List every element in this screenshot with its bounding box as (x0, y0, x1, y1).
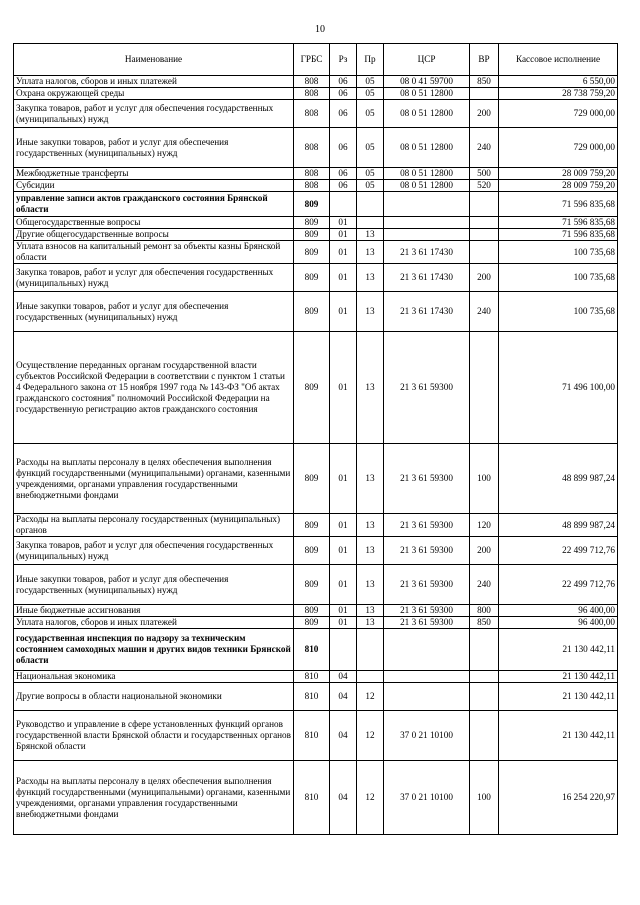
table-cell-grbs: 809 (294, 192, 330, 217)
table-row (14, 605, 618, 617)
table-cell-vr: 100 (470, 444, 499, 514)
table-cell-pr (357, 217, 384, 229)
table-cell-csr: 21 3 61 17430 (384, 292, 470, 332)
table-cell-rz: 01 (330, 444, 357, 514)
table-cell-amount: 96 400,00 (499, 605, 618, 617)
table-cell-pr: 12 (357, 711, 384, 761)
table-cell-pr: 05 (357, 128, 384, 168)
table-header-row (14, 44, 618, 76)
table-cell-name: Уплата взносов на капитальный ремонт за объекты казны Брянской области (14, 241, 294, 264)
table-cell-grbs: 809 (294, 229, 330, 241)
table-cell-rz (330, 192, 357, 217)
table-cell-rz: 01 (330, 264, 357, 292)
table-cell-csr: 21 3 61 17430 (384, 264, 470, 292)
table-cell-grbs: 808 (294, 180, 330, 192)
table-cell-pr (357, 671, 384, 683)
table-row (14, 180, 618, 192)
table-cell-name: Иные закупки товаров, работ и услуг для обеспечения государственных (муниципальных) нужд (14, 565, 294, 605)
table-cell-rz: 01 (330, 332, 357, 444)
table-cell-rz: 01 (330, 292, 357, 332)
table-cell-grbs: 809 (294, 217, 330, 229)
header-vr: ВР (470, 44, 499, 76)
table-row (14, 100, 618, 128)
table-cell-pr: 05 (357, 168, 384, 180)
table-cell-pr (357, 192, 384, 217)
table-cell-csr: 21 3 61 59300 (384, 514, 470, 537)
table-cell-rz: 06 (330, 128, 357, 168)
table-cell-vr (470, 241, 499, 264)
table-cell-amount: 71 496 100,00 (499, 332, 618, 444)
table-cell-name: Иные бюджетные ассигнования (14, 605, 294, 617)
table-cell-amount: 71 596 835,68 (499, 229, 618, 241)
table-row (14, 264, 618, 292)
table-cell-vr: 850 (470, 617, 499, 629)
table-cell-rz: 04 (330, 671, 357, 683)
table-cell-grbs: 809 (294, 565, 330, 605)
table-cell-name: Национальная экономика (14, 671, 294, 683)
table-cell-grbs: 809 (294, 292, 330, 332)
table-row (14, 629, 618, 671)
header-grbs: ГРБС (294, 44, 330, 76)
table-row (14, 192, 618, 217)
table-cell-csr: 08 0 51 12800 (384, 100, 470, 128)
table-cell-amount: 21 130 442,11 (499, 629, 618, 671)
table-cell-name: Другие общегосударственные вопросы (14, 229, 294, 241)
table-cell-pr: 13 (357, 565, 384, 605)
table-cell-name: Расходы на выплаты персоналу государственных (муниципальных) органов (14, 514, 294, 537)
table-cell-grbs: 808 (294, 128, 330, 168)
table-cell-grbs: 809 (294, 241, 330, 264)
table-cell-amount: 22 499 712,76 (499, 565, 618, 605)
table-cell-vr: 850 (470, 76, 499, 88)
table-cell-csr: 21 3 61 59300 (384, 537, 470, 565)
table-cell-csr (384, 192, 470, 217)
table-cell-vr: 240 (470, 565, 499, 605)
table-cell-pr: 12 (357, 683, 384, 711)
table-cell-vr: 500 (470, 168, 499, 180)
table-cell-csr: 08 0 51 12800 (384, 88, 470, 100)
table-cell-grbs: 809 (294, 537, 330, 565)
table-row (14, 332, 618, 444)
table-cell-amount: 22 499 712,76 (499, 537, 618, 565)
table-cell-grbs: 809 (294, 444, 330, 514)
table-row (14, 514, 618, 537)
table-row (14, 128, 618, 168)
table-cell-amount: 100 735,68 (499, 264, 618, 292)
header-pr: Пр (357, 44, 384, 76)
table-cell-pr: 13 (357, 332, 384, 444)
table-cell-amount: 28 009 759,20 (499, 168, 618, 180)
table-cell-csr: 08 0 51 12800 (384, 168, 470, 180)
table-cell-csr: 37 0 21 10100 (384, 711, 470, 761)
table-row (14, 565, 618, 605)
table-cell-vr (470, 629, 499, 671)
table-row (14, 671, 618, 683)
table-cell-csr (384, 671, 470, 683)
table-cell-grbs: 809 (294, 617, 330, 629)
budget-table (13, 43, 618, 835)
header-amount: Кассовое исполнение (499, 44, 618, 76)
table-cell-pr: 13 (357, 605, 384, 617)
table-cell-pr: 13 (357, 444, 384, 514)
table-cell-rz: 06 (330, 76, 357, 88)
table-cell-name: Другие вопросы в области национальной экономики (14, 683, 294, 711)
table-cell-amount: 16 254 220,97 (499, 761, 618, 835)
table-cell-name: Иные закупки товаров, работ и услуг для обеспечения государственных (муниципальных) нужд (14, 128, 294, 168)
table-row (14, 292, 618, 332)
table-cell-rz: 06 (330, 88, 357, 100)
table-cell-pr: 13 (357, 264, 384, 292)
table-cell-amount: 21 130 442,11 (499, 671, 618, 683)
table-cell-amount: 28 009 759,20 (499, 180, 618, 192)
table-cell-amount: 100 735,68 (499, 241, 618, 264)
table-row (14, 617, 618, 629)
table-row (14, 444, 618, 514)
table-cell-grbs: 810 (294, 629, 330, 671)
table-cell-name: Закупка товаров, работ и услуг для обеспечения государственных (муниципальных) нужд (14, 264, 294, 292)
table-cell-grbs: 809 (294, 605, 330, 617)
table-cell-amount: 6 550,00 (499, 76, 618, 88)
table-cell-vr: 120 (470, 514, 499, 537)
table-cell-pr: 13 (357, 617, 384, 629)
table-cell-rz: 06 (330, 180, 357, 192)
table-cell-name: Уплата налогов, сборов и иных платежей (14, 617, 294, 629)
table-cell-rz: 04 (330, 761, 357, 835)
table-cell-csr: 21 3 61 59300 (384, 617, 470, 629)
table-cell-vr: 200 (470, 264, 499, 292)
table-cell-amount: 28 738 759,20 (499, 88, 618, 100)
table-cell-name: управление записи актов гражданского состояния Брянской области (14, 192, 294, 217)
table-cell-pr: 05 (357, 100, 384, 128)
table-cell-amount: 729 000,00 (499, 100, 618, 128)
table-cell-csr (384, 229, 470, 241)
table-cell-vr (470, 192, 499, 217)
table-cell-rz: 01 (330, 514, 357, 537)
table-cell-name: Закупка товаров, работ и услуг для обеспечения государственных (муниципальных) нужд (14, 100, 294, 128)
table-cell-vr: 100 (470, 761, 499, 835)
table-cell-grbs: 808 (294, 88, 330, 100)
table-cell-name: Уплата налогов, сборов и иных платежей (14, 76, 294, 88)
table-cell-pr: 13 (357, 229, 384, 241)
table-cell-amount: 48 899 987,24 (499, 514, 618, 537)
table-cell-name: Общегосударственные вопросы (14, 217, 294, 229)
table-cell-vr (470, 217, 499, 229)
table-cell-csr (384, 683, 470, 711)
table-cell-csr: 37 0 21 10100 (384, 761, 470, 835)
table-cell-rz: 01 (330, 537, 357, 565)
table-cell-rz: 01 (330, 565, 357, 605)
table-row (14, 711, 618, 761)
table-cell-vr (470, 711, 499, 761)
table-cell-vr (470, 683, 499, 711)
table-row (14, 217, 618, 229)
table-cell-pr: 05 (357, 180, 384, 192)
table-cell-name: Закупка товаров, работ и услуг для обеспечения государственных (муниципальных) нужд (14, 537, 294, 565)
table-cell-csr: 08 0 41 59700 (384, 76, 470, 88)
table-cell-name: Иные закупки товаров, работ и услуг для обеспечения государственных (муниципальных) нужд (14, 292, 294, 332)
table-cell-csr (384, 217, 470, 229)
table-cell-vr (470, 332, 499, 444)
table-cell-csr: 08 0 51 12800 (384, 128, 470, 168)
table-cell-grbs: 808 (294, 100, 330, 128)
table-cell-rz: 06 (330, 100, 357, 128)
table-row (14, 683, 618, 711)
table-row (14, 241, 618, 264)
table-cell-vr: 240 (470, 128, 499, 168)
table-cell-grbs: 810 (294, 671, 330, 683)
table-cell-grbs: 810 (294, 761, 330, 835)
table-cell-vr: 200 (470, 537, 499, 565)
table-cell-csr: 21 3 61 59300 (384, 565, 470, 605)
table-cell-rz: 04 (330, 683, 357, 711)
table-cell-name: государственная инспекция по надзору за техническим состоянием самоходных машин и других видов техники Брянской области (14, 629, 294, 671)
table-cell-vr: 800 (470, 605, 499, 617)
table-cell-pr: 05 (357, 88, 384, 100)
table-cell-vr: 200 (470, 100, 499, 128)
table-cell-pr: 13 (357, 292, 384, 332)
table-cell-amount: 21 130 442,11 (499, 711, 618, 761)
table-cell-name: Охрана окружающей среды (14, 88, 294, 100)
table-row (14, 88, 618, 100)
table-cell-rz: 01 (330, 241, 357, 264)
table-cell-pr: 13 (357, 537, 384, 565)
table-cell-vr: 520 (470, 180, 499, 192)
table-cell-csr: 21 3 61 17430 (384, 241, 470, 264)
table-cell-name: Осуществление переданных органам государственной власти субъектов Российской Федерации в соответствии с пунктом 1 статьи 4 Федерального закона от 15 ноября 1997 года № 143-ФЗ "Об актах гражданского состояния" полномочий Российской Федерации на государственную регистрацию актов гражданского состояния (14, 332, 294, 444)
table-cell-name: Руководство и управление в сфере установленных функций органов государственной власти Брянской области и государственных органов Брянской области (14, 711, 294, 761)
header-name: Наименование (14, 44, 294, 76)
table-cell-grbs: 808 (294, 168, 330, 180)
table-cell-csr: 21 3 61 59300 (384, 332, 470, 444)
table-cell-grbs: 809 (294, 332, 330, 444)
table-cell-rz: 04 (330, 711, 357, 761)
table-cell-name: Расходы на выплаты персоналу в целях обеспечения выполнения функций государственными (муниципальными) органами, казенными учреждениями, органами управления государственными внебюджетными фондами (14, 761, 294, 835)
table-cell-pr: 05 (357, 76, 384, 88)
table-cell-pr: 13 (357, 241, 384, 264)
table-row (14, 761, 618, 835)
page-number: 10 (315, 24, 325, 35)
table-cell-vr (470, 229, 499, 241)
table-cell-pr (357, 629, 384, 671)
table-cell-rz: 01 (330, 217, 357, 229)
table-cell-grbs: 809 (294, 264, 330, 292)
table-cell-grbs: 810 (294, 683, 330, 711)
table-cell-name: Субсидии (14, 180, 294, 192)
table-cell-name: Расходы на выплаты персоналу в целях обеспечения выполнения функций государственными (муниципальными) органами, казенными учреждениями, органами управления государственными внебюджетными фондами (14, 444, 294, 514)
table-row (14, 537, 618, 565)
table-cell-grbs: 808 (294, 76, 330, 88)
table-cell-rz: 01 (330, 617, 357, 629)
table-cell-grbs: 810 (294, 711, 330, 761)
table-cell-rz: 01 (330, 605, 357, 617)
table-cell-rz: 01 (330, 229, 357, 241)
table-row (14, 168, 618, 180)
table-cell-rz (330, 629, 357, 671)
table-cell-amount: 21 130 442,11 (499, 683, 618, 711)
table-cell-amount: 71 596 835,68 (499, 192, 618, 217)
table-row (14, 76, 618, 88)
table-cell-amount: 48 899 987,24 (499, 444, 618, 514)
table-cell-name: Межбюджетные трансферты (14, 168, 294, 180)
table-cell-amount: 729 000,00 (499, 128, 618, 168)
table-row (14, 229, 618, 241)
table-cell-vr: 240 (470, 292, 499, 332)
table-cell-vr (470, 671, 499, 683)
header-rz: Рз (330, 44, 357, 76)
table-cell-grbs: 809 (294, 514, 330, 537)
table-cell-csr: 21 3 61 59300 (384, 605, 470, 617)
table-cell-csr: 08 0 51 12800 (384, 180, 470, 192)
table-cell-amount: 71 596 835,68 (499, 217, 618, 229)
table-cell-pr: 13 (357, 514, 384, 537)
table-cell-rz: 06 (330, 168, 357, 180)
table-cell-csr (384, 629, 470, 671)
header-csr: ЦСР (384, 44, 470, 76)
table-cell-amount: 96 400,00 (499, 617, 618, 629)
table-cell-amount: 100 735,68 (499, 292, 618, 332)
table-cell-csr: 21 3 61 59300 (384, 444, 470, 514)
table-cell-vr (470, 88, 499, 100)
table-cell-pr: 12 (357, 761, 384, 835)
